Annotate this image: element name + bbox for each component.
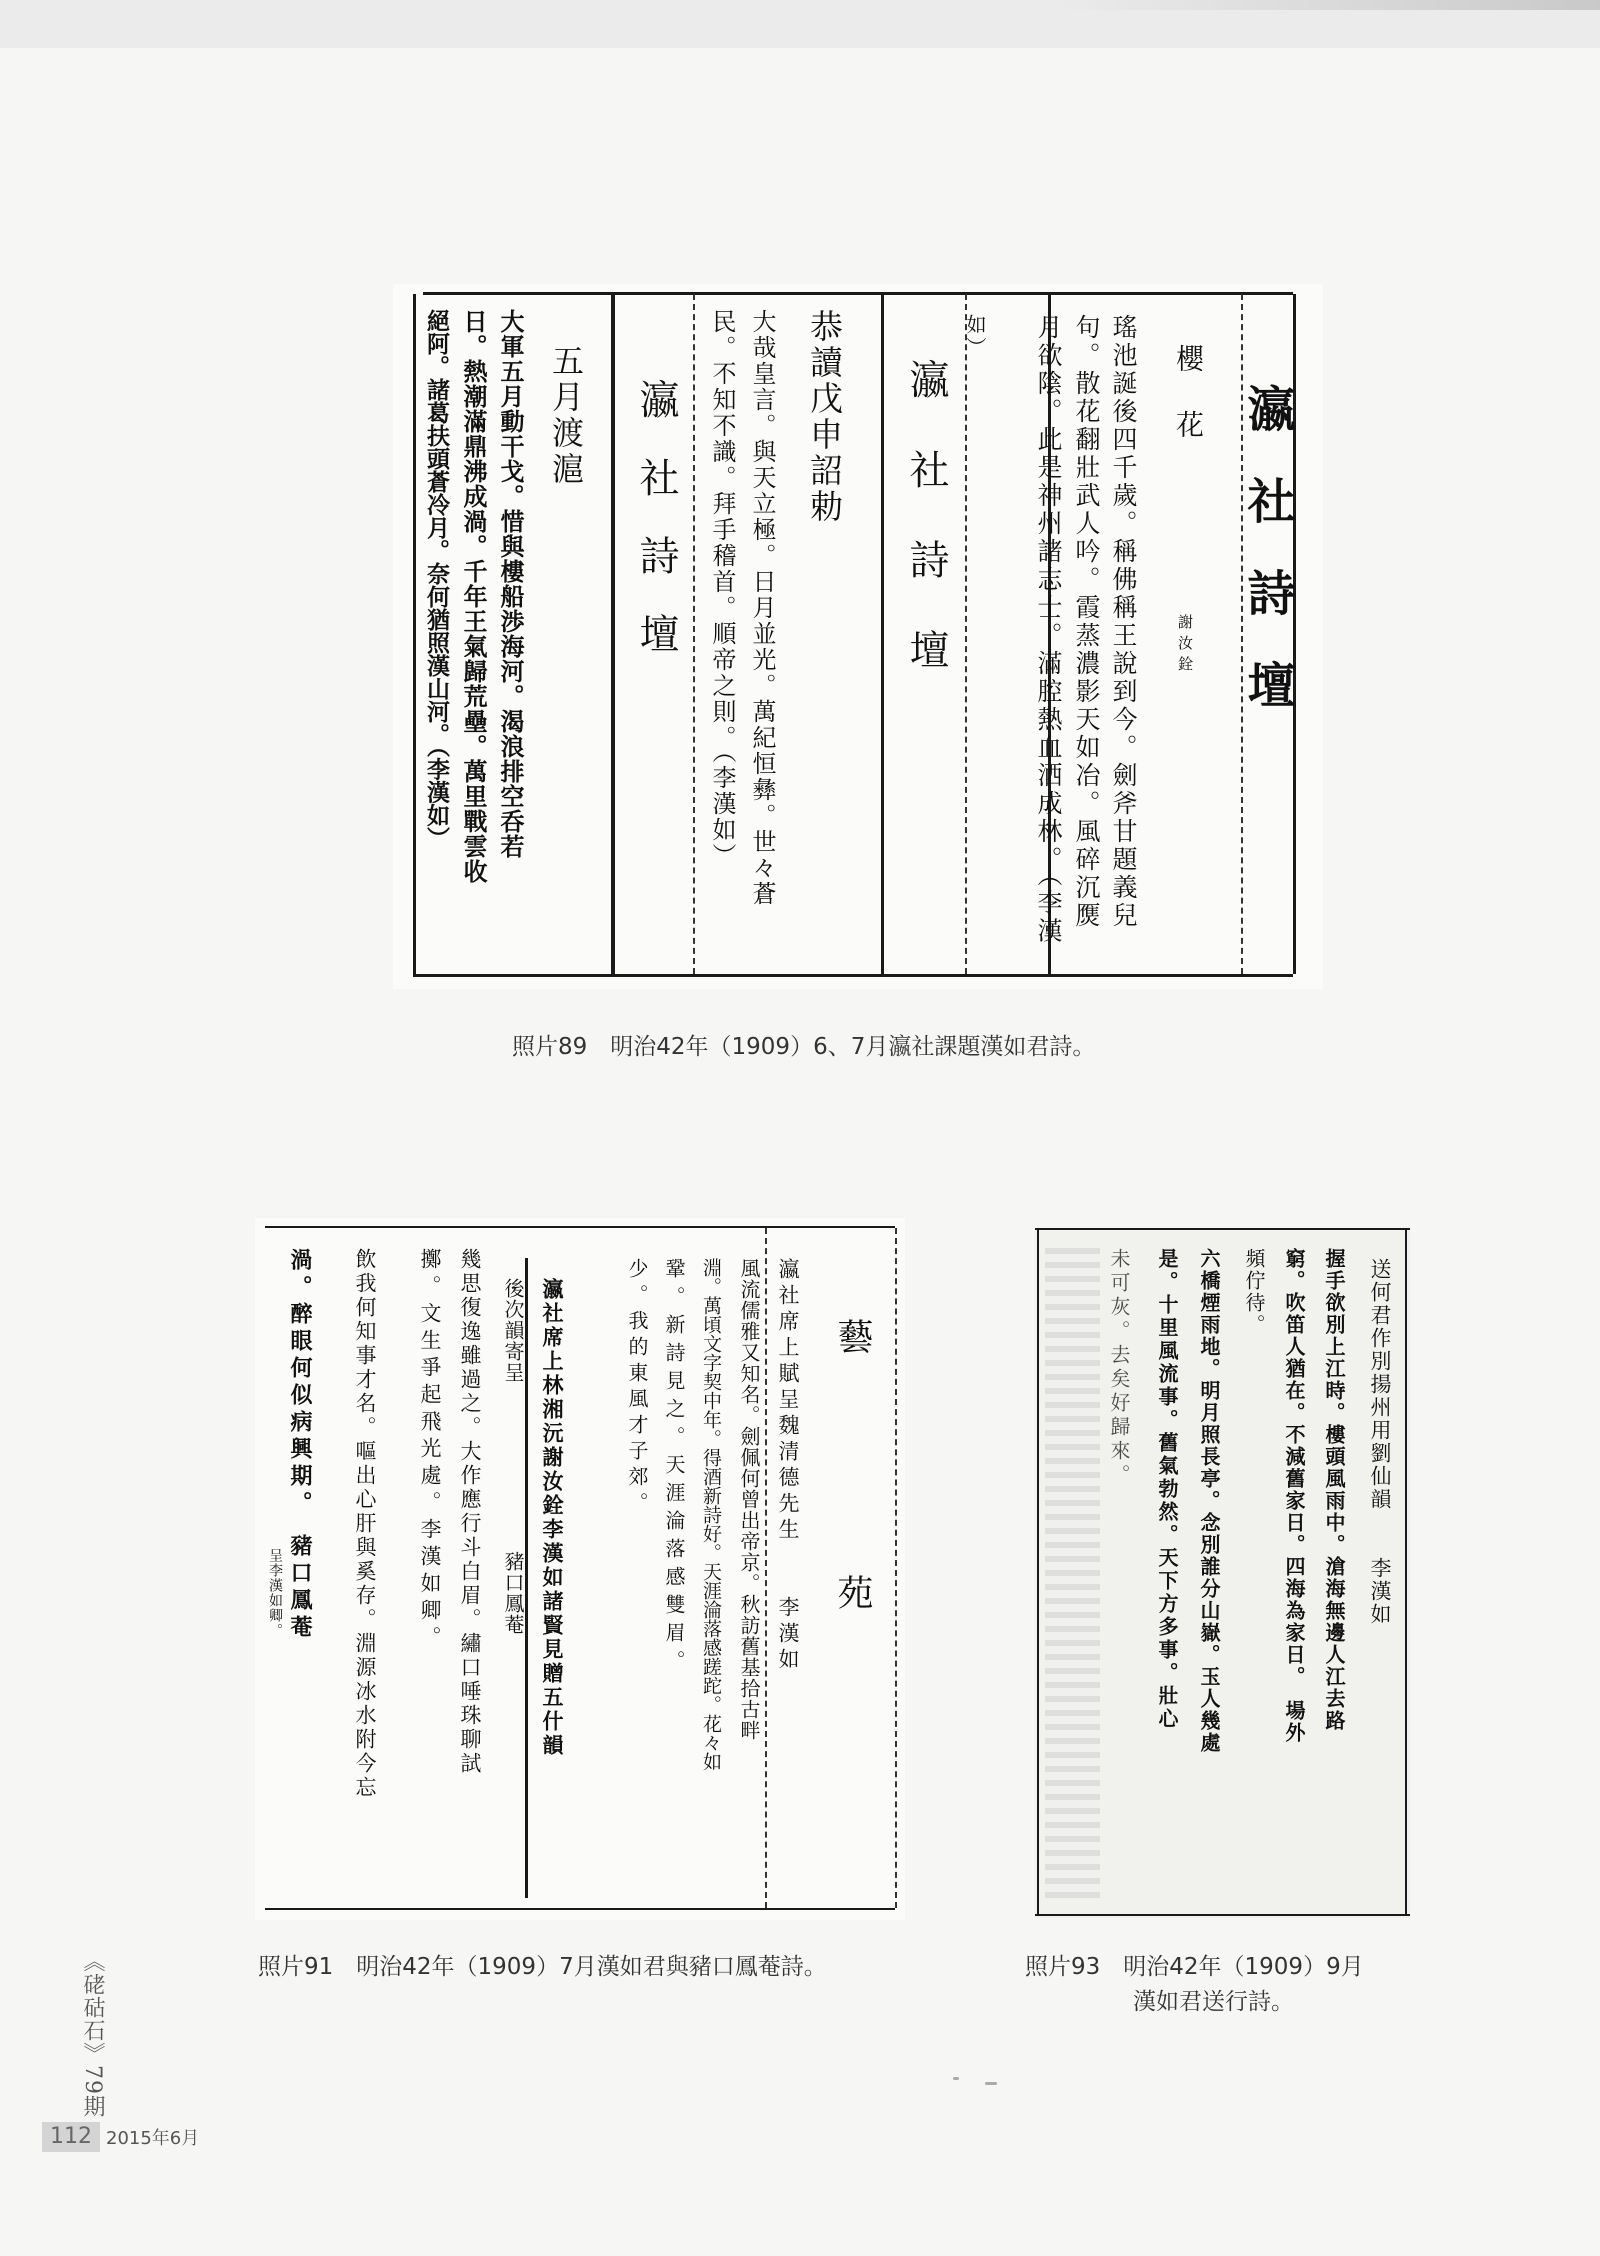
photo93-verse-line: 六橋煙雨地。明月照長亭。念別誰分山嶽。玉人幾處	[1197, 1248, 1221, 1754]
photo89-verse-line: 如）	[963, 314, 987, 360]
photo89-caption: 照片89 明治42年（1909）6、7月瀛社課題漢如君詩。	[512, 1034, 1096, 1060]
page-number: 112	[42, 2122, 100, 2152]
photo89-verse-line: 大軍五月動干戈。惜與樓船渉海河。渴浪排空呑若	[496, 309, 525, 859]
photo91-verse-line: 飲我何知事才名。嘔出心肝與奚存。淵源冰水附今忘	[353, 1248, 377, 1800]
photo91-poem-author: 後次韻寄呈 豬口鳳菴	[501, 1278, 525, 1635]
page-speck	[985, 2082, 997, 2085]
photo89-verse-line: 月欲陰。此是神州諸志士。滿腔熱血洒成林。（李漢	[1034, 314, 1063, 946]
photo91-verse-line: 風流儒雅又知名。劍佩何曾出帝京。秋訪舊基拾古畔	[737, 1258, 761, 1741]
photo93-verse-line: 窮。吹笛人猶在。不減舊家日。四海為家日。 場外	[1282, 1248, 1306, 1744]
photo89-poem-title: 恭讀戊申詔勅	[805, 309, 844, 525]
photo93-caption-line2: 漢如君送行詩。	[1133, 1989, 1294, 2015]
photo89-section-heading: 瀛社詩壇	[633, 379, 679, 691]
photo91-verse-line: 淵。萬頃文字契中年。得酒新詩好。天涯淪落感蹉跎。花々如	[700, 1258, 722, 1771]
photo89-verse-line: 句。散花翻壯武人吟。霞蒸濃影天如冶。風碎沉㷳	[1072, 314, 1101, 930]
photo89-verse-line: 大哉皇言。與天立極。日月並光。萬紀恒彝。世々蒼	[748, 309, 776, 907]
photo89-section-heading: 瀛社詩壇	[1239, 384, 1295, 752]
photo91-note: 呈李漢如卿。	[267, 1548, 283, 1638]
photo91-caption: 照片91 明治42年（1909）7月漢如君與豬口鳳菴詩。	[258, 1954, 827, 1980]
photo91-verse-line: 鞏。新詩見之。天涯淪落感雙眉。	[662, 1258, 686, 1678]
photo93-verse-line: 握手欲別上江時。樓頭風雨中。滄海無邊人江去路	[1322, 1248, 1346, 1732]
photo89-verse-line: 絕阿。諸葛扶頭蒼冷月。奈何猶照漢山河。（李漢如）	[423, 309, 450, 850]
photo91-verse-line: 幾思復逸雖過之。大作應行斗白眉。繡口唾珠聊試	[458, 1248, 482, 1776]
photo-89-clipping	[393, 284, 1323, 989]
photo93-verse-line: 頻佇待。	[1242, 1248, 1266, 1336]
photo91-verse-line: 擲。文生爭起飛光處。李漢如卿。	[418, 1248, 442, 1653]
page-footer	[0, 2122, 240, 2152]
photo89-poem-title: 櫻花	[1172, 344, 1205, 476]
photo93-verse-line: 是。十里風流事。舊氣勃然。天下方多事。壯心	[1155, 1248, 1179, 1731]
photo89-verse-line: 瑤池誕後四千歲。稱佛稱王說到今。劍斧甘題義兒	[1109, 314, 1138, 930]
photo91-verse-line: 渦。醉眼何似病興期。 豬口鳳菴	[287, 1248, 313, 1642]
photo93-verse-line: 未可灰。去矣好歸來。	[1107, 1248, 1131, 1488]
photo93-caption-line1: 照片93 明治42年（1909）9月	[1025, 1954, 1364, 1980]
faded-print-area	[1045, 1248, 1100, 1898]
photo89-verse-line: 民。不知不識。拜手稽首。順帝之則。（李漢如）	[708, 309, 736, 869]
photo91-verse-line: 少。我的東風才子郊。	[625, 1258, 649, 1518]
photo89-poem-title: 五月渡滬	[547, 344, 585, 488]
page-speck	[953, 2077, 959, 2080]
photo-93-clipping	[1035, 1228, 1410, 1918]
photo89-verse-line: 日。熱潮滿鼎沸成渦。千年王氣歸荒壘。萬里戰雲收	[459, 309, 488, 884]
photo91-section-heading: 藝苑	[832, 1318, 873, 1830]
photo91-poem-title: 瀛社席上賦呈魏清德先生 李漢如	[776, 1258, 800, 1674]
issue-date: 2015年6月	[106, 2128, 200, 2149]
photo-91-clipping	[255, 1218, 905, 1920]
photo89-section-heading: 瀛社詩壇	[903, 359, 949, 719]
photo89-poem-author: 謝汝銓	[1176, 614, 1194, 677]
photo91-poem-title: 瀛社席上林湘沅謝汝銓李漢如諸賢見贈五什韻	[540, 1278, 565, 1758]
top-margin-band	[0, 0, 1600, 48]
journal-name-vertical: 《硓𥑮石》79期	[80, 1950, 105, 2118]
photo93-poem-title: 送何君作別揚州用劉仙韻 李漢如	[1368, 1258, 1392, 1626]
